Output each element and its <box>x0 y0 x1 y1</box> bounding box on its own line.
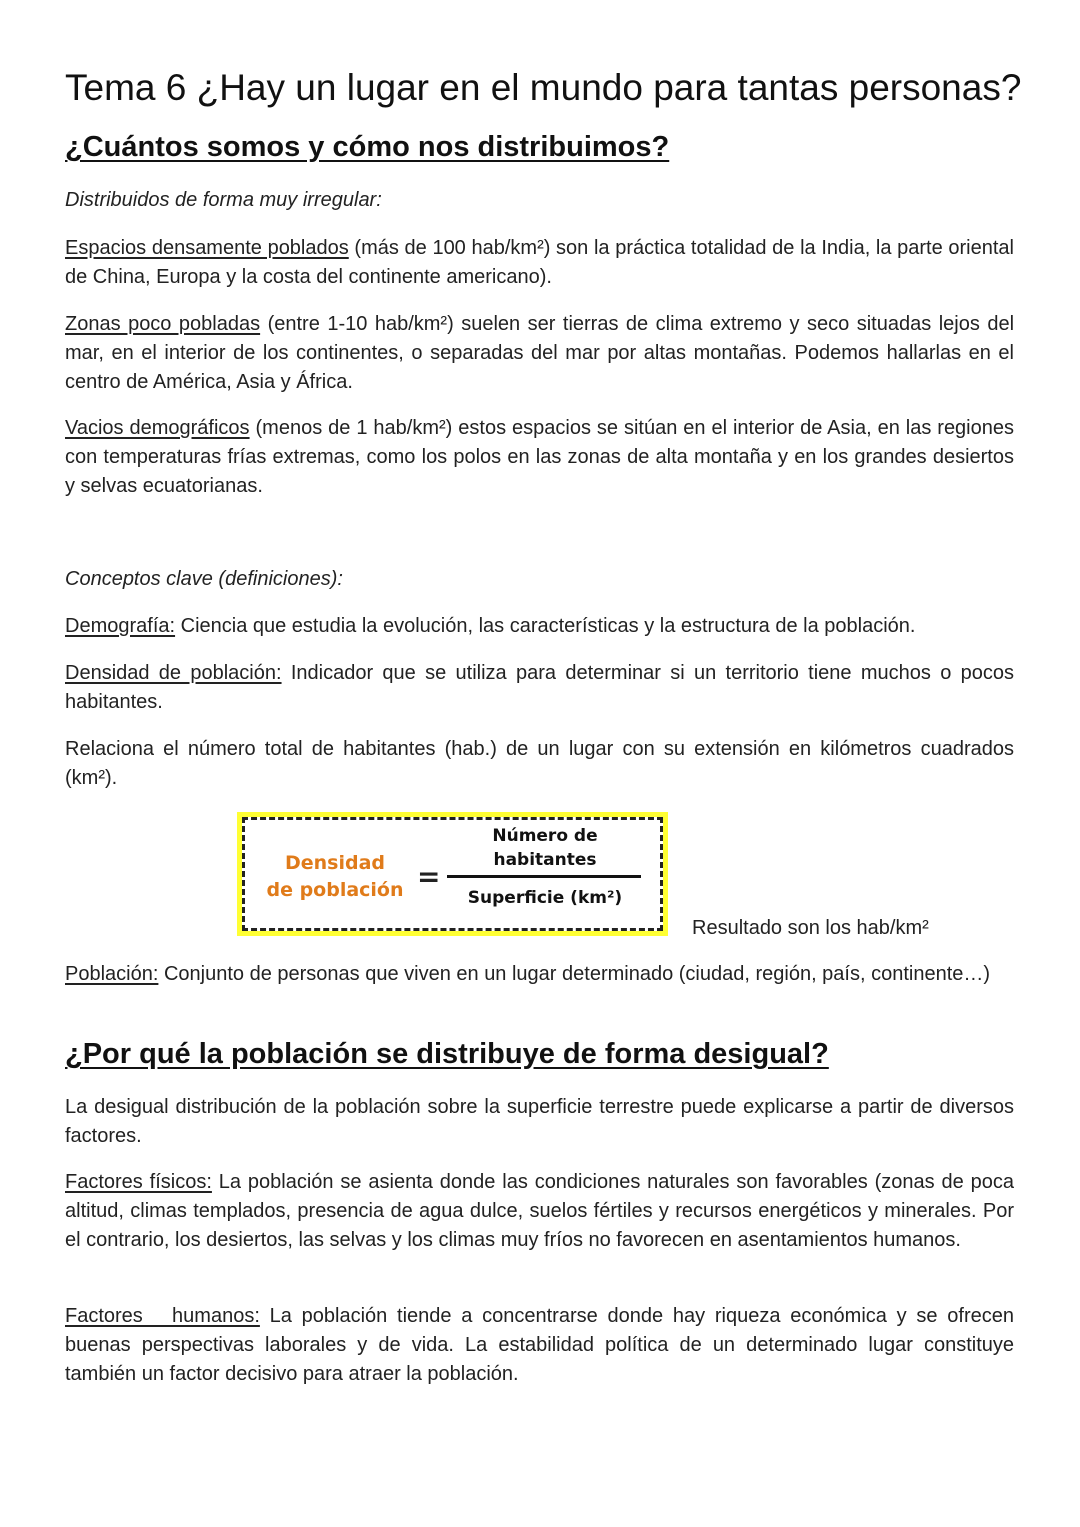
definition-densidad: Indicador que se utiliza para determinar si un territorio tiene muchos o pocos habitantes. <box>65 662 1014 713</box>
formula-label-line1: Densidad <box>284 852 386 874</box>
formula-numerator <box>450 824 640 872</box>
definition-dense-areas: (más de 100 hab/km²) son la práctica totalidad de la India, la parte oriental de China, Europa y la costa del continente americano). <box>65 237 1014 288</box>
term-human-factors: Factores humanos: <box>65 1305 260 1327</box>
paragraph-densidad <box>65 659 1014 717</box>
paragraph-demographic-voids <box>65 414 1014 501</box>
term-demographic-voids: Vacios demográficos <box>65 417 250 439</box>
paragraph-relaciona: Relaciona el número total de habitantes (hab.) de un lugar con su extensión en kilómetros cuadrados (km²). <box>65 738 1014 789</box>
paragraph-poblacion <box>65 960 1014 989</box>
formula-equals-sign: = <box>417 860 441 893</box>
formula-fraction-bar <box>447 875 641 878</box>
definition-human-factors: La población tiende a concentrarse donde hay riqueza económica y se ofrecen buenas perspectivas laborales y de vida. La estabilidad política de un determinado lugar constituye también un factor decisivo para atraer la población. <box>65 1305 1014 1385</box>
term-poblacion: Población: <box>65 963 159 985</box>
section-heading-distribution: ¿Cuántos somos y cómo nos distribuimos? <box>65 131 670 163</box>
formula-result-note: Resultado son los hab/km² <box>692 917 929 939</box>
term-densidad: Densidad de población: <box>65 662 282 684</box>
formula-dashed-frame <box>242 817 663 931</box>
formula-denominator: Superficie (km²) <box>467 888 623 908</box>
paragraph-human-factors <box>65 1302 1014 1389</box>
definition-physical-factors: La población se asienta donde las condiciones naturales son favorables (zonas de poca altitud, climas templados, presencia de agua dulce, suelos fértiles y recursos energéticos y minerales. Por el contrario, los desiertos, las selvas y los climas muy fríos no favorecen en asentamientos humanos. <box>65 1171 1014 1251</box>
paragraph-dense-areas <box>65 234 1014 292</box>
paragraph-physical-factors <box>65 1168 1014 1255</box>
formula-numerator-line1: Número de <box>492 826 598 846</box>
definition-poblacion: Conjunto de personas que viven en un lugar determinado (ciudad, región, país, continente…) <box>158 963 991 985</box>
term-physical-factors: Factores físicos: <box>65 1171 212 1193</box>
density-formula-box <box>237 812 668 936</box>
paragraph-demografia <box>65 612 1014 641</box>
section-heading-unequal-distribution: ¿Por qué la población se distribuye de forma desigual? <box>65 1038 829 1070</box>
paragraph-sparse-areas <box>65 310 1014 397</box>
definition-demografia: Ciencia que estudia la evolución, las características y la estructura de la población. <box>175 615 916 637</box>
paragraph-unequal-intro: La desigual distribución de la población sobre la superficie terrestre puede explicarse a partir de diversos factores. <box>65 1096 1014 1147</box>
term-dense-areas: Espacios densamente poblados <box>65 237 349 259</box>
page-title: Tema 6 ¿Hay un lugar en el mundo para tantas personas? <box>65 67 1022 108</box>
concepts-intro: Conceptos clave (definiciones): <box>65 568 343 590</box>
term-sparse-areas: Zonas poco pobladas <box>65 313 261 335</box>
formula-numerator-line2: habitantes <box>493 850 597 870</box>
definition-demographic-voids: (menos de 1 hab/km²) estos espacios se sitúan en el interior de Asia, en las regiones con temperaturas frías extremas, como los polos en las zonas de alta montaña y en los grandes desiertos y selvas ecuatorianas. <box>65 417 1014 497</box>
definition-sparse-areas: (entre 1-10 hab/km²) suelen ser tierras de clima extremo y seco situadas lejos del mar, en el interior de los continentes, o separadas del mar por altas montañas. Podemos hallarlas en el centro de América, Asia y África. <box>65 313 1015 393</box>
formula-label-line2: de población <box>266 879 404 901</box>
term-demografia: Demografía: <box>65 615 176 637</box>
section-intro: Distribuidos de forma muy irregular: <box>65 189 382 211</box>
formula-label <box>255 850 415 904</box>
